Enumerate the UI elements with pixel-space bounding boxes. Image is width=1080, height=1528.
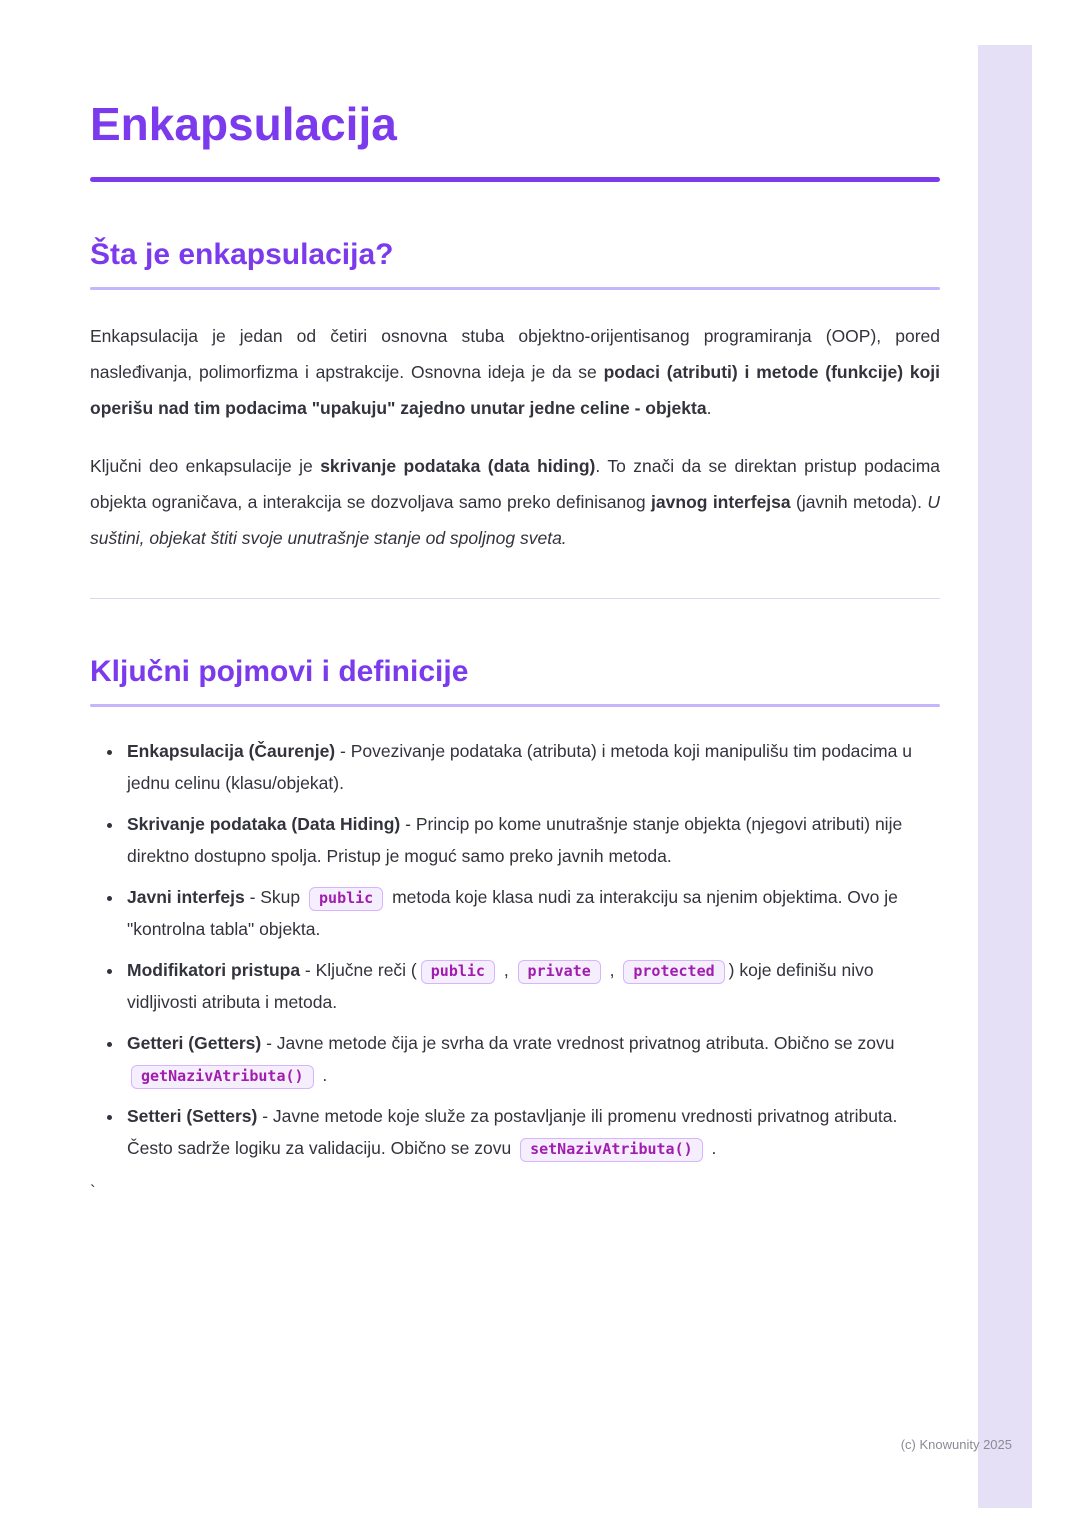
section-heading-rule	[90, 287, 940, 290]
italic-text: U suštini, objekat štiti svoje unutrašnje stanje od spoljnog sveta.	[90, 492, 941, 549]
section-heading-rule	[90, 704, 940, 707]
bold-text: Modifikatori pristupa	[127, 960, 301, 981]
text-run: .	[706, 397, 712, 418]
content	[90, 0, 940, 1202]
section-heading-intro: Šta je enkapsulacija?	[90, 237, 394, 271]
terms-list	[90, 735, 940, 1164]
list-item	[124, 954, 940, 1018]
paragraph	[90, 448, 940, 556]
list-item	[124, 1027, 940, 1091]
text-run: - Ključne reči (	[300, 960, 417, 981]
text-run: - Javne metode koje služe za postavljanje ili promenu vrednosti privatnog atributa. Često sadrže logiku za validaciju. Obično se zovu	[127, 1106, 898, 1159]
paragraph	[90, 318, 940, 426]
bold-text: Getteri (Getters)	[127, 1033, 262, 1054]
text-run: ) koje definišu nivo vidljivosti atributa i metoda.	[127, 960, 874, 1013]
text-run: ,	[498, 960, 514, 981]
text-run: Ključni deo enkapsulacije je	[90, 456, 321, 477]
list-item	[124, 808, 940, 872]
text-run: .	[317, 1065, 328, 1086]
title-rule	[90, 177, 940, 182]
text-run: metoda koje klasa nudi za interakciju sa njenim objektima. Ovo je "kontrolna tabla" objekta.	[127, 887, 898, 940]
bold-text: Skrivanje podataka (Data Hiding)	[127, 814, 401, 835]
section-heading-terms: Ključni pojmovi i definicije	[90, 655, 469, 689]
page-title: Enkapsulacija	[90, 98, 397, 150]
text-run: - Povezivanje podataka (atributa) i metoda koji manipulišu tim podacima u jednu celinu (klasu/objekat).	[127, 741, 912, 794]
bold-text: skrivanje podataka (data hiding)	[320, 456, 596, 477]
bold-text: Javni interfejs	[127, 887, 245, 908]
text-run: ,	[604, 960, 620, 981]
bold-text: Setteri (Setters)	[127, 1106, 258, 1127]
code-chip: public	[309, 887, 383, 911]
text-run: .	[706, 1138, 717, 1159]
code-chip: protected	[623, 960, 724, 984]
intro-paragraphs	[90, 318, 940, 556]
stray-backtick: `	[90, 1182, 96, 1202]
bold-text: Enkapsulacija (Čaurenje)	[127, 741, 336, 762]
text-run: Enkapsulacija je jedan od četiri osnovna stuba objektno-orijentisanog programiranja (OOP), pored nasleđivanja, polimorfizma i apstrakcije. Osnovna ideja je da se	[90, 325, 940, 382]
text-run: . To znači da se direktan pristup podacima objekta ograničava, a interakcija se dozvoljava samo preko definisanog	[90, 456, 941, 513]
list-item	[124, 881, 940, 945]
code-chip: setNazivAtributa()	[520, 1138, 703, 1162]
code-chip: public	[421, 960, 495, 984]
list-item	[124, 735, 940, 799]
text-run: - Skup	[244, 887, 306, 908]
bold-text: podaci (atributi) i metode (funkcije) koji operišu nad tim podacima "upakuju" zajedno unutar jedne celine - objekta	[90, 361, 940, 418]
code-chip: getNazivAtributa()	[131, 1065, 314, 1089]
text-run: (javnih metoda).	[790, 492, 928, 513]
side-strip	[978, 45, 1032, 1508]
footer-credit: (c) Knowunity 2025	[900, 1437, 1012, 1452]
list-item	[124, 1100, 940, 1164]
text-run: - Princip po kome unutrašnje stanje objekta (njegovi atributi) nije direktno dostupno spolja. Pristup je moguć samo preko javnih metoda.	[127, 814, 903, 867]
section-terms	[90, 654, 940, 1164]
bold-text: javnog interfejsa	[651, 492, 791, 513]
text-run: - Javne metode čija je svrha da vrate vrednost privatnog atributa. Obično se zovu	[261, 1033, 895, 1054]
section-divider	[90, 598, 940, 599]
code-chip: private	[518, 960, 601, 984]
section-intro	[90, 237, 940, 556]
